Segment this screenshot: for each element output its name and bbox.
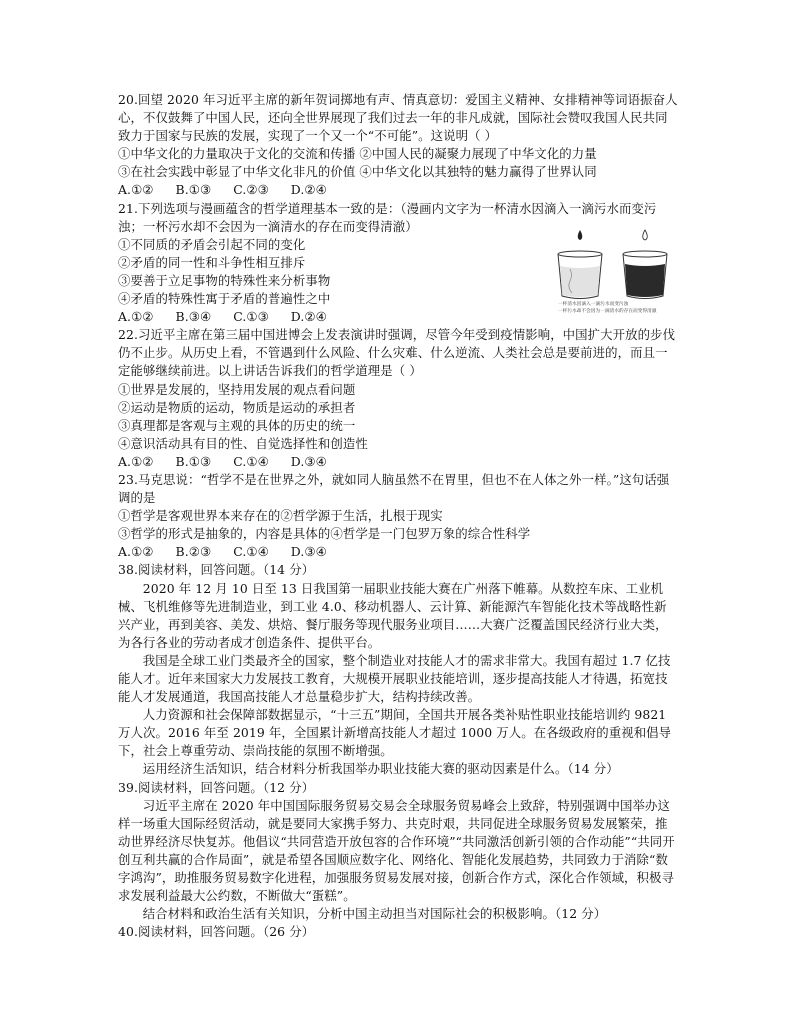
q22-choice-c: C.①④ (233, 453, 269, 469)
q22-option-4: ④意识活动具有目的性、自觉选择性和创造性 (118, 435, 368, 451)
q22-option-2: ②运动是物质的运动，物质是运动的承担者 (118, 399, 356, 415)
q39-task: 结合材料和政治生活有关知识，分析中国主动担当对国际社会的积极影响。（12 分） (142, 906, 607, 922)
dirty-water-cup-icon (623, 230, 667, 299)
q23-choice-c: C.①④ (233, 544, 269, 560)
q23-choice-d: D.③④ (290, 544, 327, 560)
q20-option-line-1: ①中华文化的力量取决于文化的交流和传播 ②中国人民的凝聚力展现了中华文化的力量 (118, 146, 597, 162)
q38-paragraph-3: 人力资源和社会保障部数据显示，“十三五”期间，全国共开展各类补贴性职业技能培训约 9821 万人次。2016 年至 2019 年，全国累计新增高技能人才超过 1000 万人。在各级政府的重视和倡导下，社会上尊重劳动、崇尚技能的氛围不断增强。 (118, 707, 672, 759)
q20-choice-d: D.②④ (290, 182, 327, 198)
q39-paragraph-1: 习近平主席在 2020 年中国国际服务贸易交易会全球服务贸易峰会上致辞，特别强调中国举办这样一场重大国际经贸活动，就是要同大家携手努力、共克时艰，共同促进全球服务贸易发展繁荣，推动世界经济尽快复苏。他倡议“共同营造开放包容的合作环境”“共同激活创新引领的合作动能”“共同开创互利共赢的合作局面”，就是希望各国顺应数字化、网络化、智能化发展趋势，共同致力于消除“数字鸿沟”，助推服务贸易数字化进程，加强服务贸易发展对接，创新合作方式，深化合作领域，积极寻求发展利益最大公约数，不断做大“蛋糕”。 (118, 797, 675, 904)
q23-option-line-1: ①哲学是客观世界本来存在的②哲学源于生活，扎根于现实 (118, 508, 443, 524)
q20-choice-a: A.①② (118, 182, 154, 198)
q38-heading: 38.阅读材料，回答问题。（14 分） (118, 562, 315, 578)
clean-water-cup-icon (558, 230, 602, 299)
q22-choice-a: A.①② (118, 453, 154, 469)
q21-option-1: ①不同质的矛盾会引起不同的变化 (118, 236, 306, 252)
q22-option-3: ③真理都是客观与主观的具体的历史的统一 (118, 417, 356, 433)
q21-choice-a: A.①② (118, 309, 154, 325)
q21-choice-d: D.②④ (290, 309, 327, 325)
exam-content (118, 91, 678, 941)
q38-paragraph-2: 我国是全球工业门类最齐全的国家，整个制造业对技能人才的需求非常大。我国有超过 1.7 亿技能人才。近年来国家大力发展技工教育，大规模开展职业技能培训，逐步提高技能人才待遇，拓宽技能人才发展通道，我国高技能人才总量稳步扩大，结构持续改善。 (118, 652, 671, 705)
q21-option-2: ②矛盾的同一性和斗争性相互排斥 (118, 254, 306, 270)
cartoon-caption-2: 一杯污水却不会因为一滴清水的存在而变得清澈 (558, 308, 657, 314)
q20-stem: 20.回望 2020 年习近平主席的新年贺词掷地有声、情真意切：爱国主义精神、女排精神等词语振奋人心，不仅鼓舞了中国人民，还向全世界展现了我们过去一年的非凡成就，国际社会赞叹我国人民共同致力于国家与民族的发展，实现了一个又一个“不可能”。这说明（ ） (118, 92, 678, 144)
q20-choices (118, 181, 678, 199)
q40-heading: 40.阅读材料，回答问题。（26 分） (118, 924, 315, 940)
q38-paragraph-1: 2020 年 12 月 10 日至 13 日我国第一届职业技能大赛在广州落下帷幕。从数控车床、工业机械、飞机维修等先进制造业，到工业 4.0、移动机器人、云计算、新能源汽车智能化技术等战略性新兴产业，再到美容、美发、烘焙、餐厅服务等现代服务业项目……大赛广泛覆盖国民经济行业大类，为各行各业的劳动者成才创造条件、提供平台。 (118, 580, 668, 650)
q21-stem: 21.下列选项与漫画蕴含的哲学道理基本一致的是：（漫画内文字为一杯清水因滴入一滴污水而变污浊；一杯污水却不会因为一滴清水的存在而变得清澈） (118, 200, 657, 234)
q20-choice-b: B.①③ (175, 182, 212, 198)
q22-choice-b: B.①③ (175, 453, 212, 469)
q22-choice-d: D.③④ (290, 453, 327, 469)
q23-option-line-2: ③哲学的形式是抽象的，内容是具体的④哲学是一门包罗万象的综合性科学 (118, 526, 531, 542)
cartoon-two-cups-image (550, 224, 680, 314)
q20-choice-c: C.②③ (233, 182, 269, 198)
q22-option-1: ①世界是发展的，坚持用发展的观点看问题 (118, 381, 356, 397)
q20-option-line-2: ③在社会实践中彰显了中华文化非凡的价值 ④中华文化以其独特的魅力赢得了世界认同 (118, 164, 597, 180)
q38-task: 运用经济生活知识，结合材料分析我国举办职业技能大赛的驱动因素是什么。（14 分） (142, 761, 619, 777)
q21-choice-c: C.①③ (233, 309, 269, 325)
q23-stem: 23.马克思说：“哲学不是在世界之外，就如同人脑虽然不在胃里，但也不在人体之外一样。”这句话强调的是 (118, 471, 670, 506)
q21-option-3: ③要善于立足事物的特殊性来分析事物 (118, 272, 331, 288)
cartoon-caption-1: 一杯清水因滴入一滴污水而变污浊 (558, 301, 629, 307)
q21-block (118, 200, 678, 327)
q23-choices (118, 543, 678, 561)
q21-choice-b: B.③④ (175, 309, 212, 325)
q39-heading: 39.阅读材料，回答问题。（12 分） (118, 779, 315, 795)
q22-choices (118, 453, 678, 471)
q22-stem: 22.习近平主席在第三届中国进博会上发表演讲时强调，尽管今年受到疫情影响，中国扩大开放的步伐仍不止步。从历史上看，不管遇到什么风险、什么灾难、什么逆流、人类社会总是要前进的，而且一定能够继续前进。以上讲话告诉我们的哲学道理是（ ） (118, 327, 676, 379)
q23-choice-b: B.②③ (175, 544, 212, 560)
q21-option-4: ④矛盾的特殊性寓于矛盾的普遍性之中 (118, 291, 331, 307)
q23-choice-a: A.①② (118, 544, 154, 560)
